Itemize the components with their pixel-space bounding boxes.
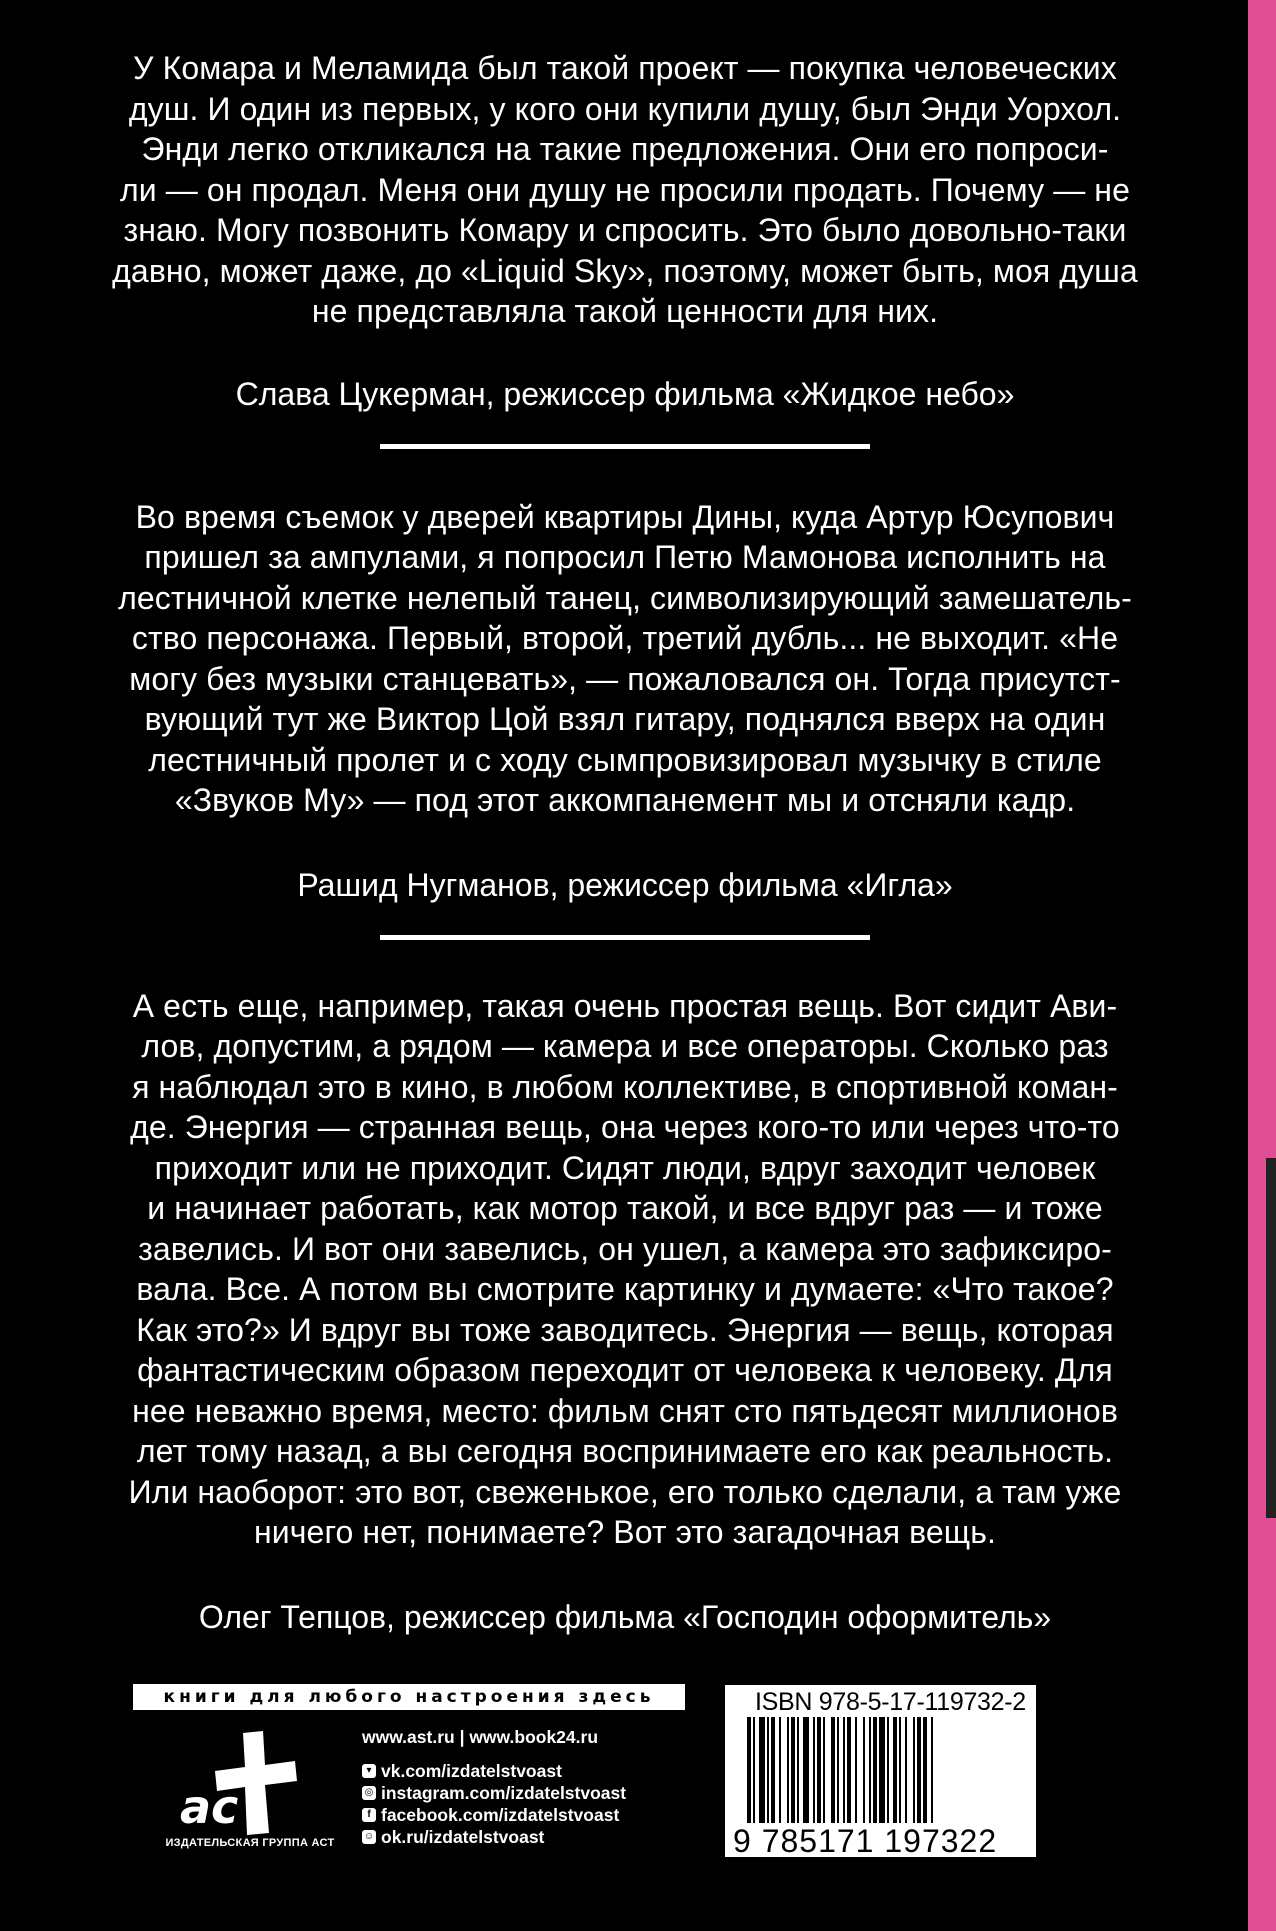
quote-line: фантастическим образом переходит от человека к человеку. Для	[137, 1352, 1113, 1388]
barcode-bar	[873, 1717, 877, 1823]
barcode-bar	[931, 1717, 933, 1823]
barcode-bar	[923, 1717, 927, 1823]
social-link-vk[interactable]	[362, 1760, 702, 1782]
quote-3-author: Олег Тепцов, режиссер фильма «Господин оформитель»	[198, 1598, 1052, 1635]
social-link-text: instagram.com/izdatelstvoast	[381, 1783, 627, 1803]
publisher-name: ИЗДАТЕЛЬСКАЯ ГРУППА АСТ	[165, 1837, 335, 1849]
barcode-bar	[913, 1717, 915, 1823]
barcode-bar	[899, 1717, 901, 1823]
quote-line: пришел за ампулами, я попросил Петю Мамонова исполнить на	[144, 539, 1106, 575]
barcode-bar	[905, 1717, 907, 1823]
quote-line: знаю. Могу позвонить Комару и спросить. Это было довольно-таки	[123, 212, 1127, 248]
quote-3	[50, 986, 1200, 1553]
barcode-bar	[887, 1717, 889, 1823]
quote-line: У Комара и Меламида был такой проект — покупка человеческих	[133, 50, 1117, 86]
barcode-bar	[817, 1717, 821, 1823]
quote-line: А есть еще, например, такая очень простая вещь. Вот сидит Ави-	[132, 987, 1118, 1024]
isbn-label: ISBN 978-5-17-119732-2	[755, 1688, 1026, 1716]
instagram-icon: ◎	[362, 1786, 376, 1800]
quote-line: Или наоборот: это вот, свеженькое, его только сделали, а там уже	[128, 1473, 1122, 1510]
quote-line: нее неважно время, место: фильм снят сто пятьдесят миллионов	[132, 1392, 1118, 1429]
ast-logo	[155, 1725, 345, 1855]
isbn-barcode-block	[725, 1685, 1036, 1857]
quote-1	[50, 48, 1200, 332]
barcode-bar	[771, 1717, 775, 1823]
quote-line: приходит или не приходит. Сидят люди, вдруг заходит человек	[154, 1149, 1096, 1186]
svg-text:ac: ac	[180, 1780, 239, 1834]
barcode-bar	[855, 1717, 857, 1823]
divider-1	[380, 444, 870, 449]
quote-line: давно, может даже, до «Liquid Sky», поэтому, может быть, моя душа	[112, 252, 1138, 289]
quote-line: Энди легко откликался на такие предложения. Они его попроси-	[141, 131, 1109, 167]
quote-line: я наблюдал это в кино, в любом коллективе, в спортивной коман-	[132, 1068, 1118, 1105]
quote-line: ли — он продал. Меня они душу не просили продать. Почему — не	[120, 171, 1130, 208]
barcode-bar	[779, 1717, 781, 1823]
social-link-text: ok.ru/izdatelstvoast	[381, 1827, 545, 1847]
quote-line: де. Энергия — странная вещь, она через кого-то или через что-то	[130, 1109, 1120, 1145]
quote-line: вала. Все. А потом вы смотрите картинку и думаете: «Что такое?	[136, 1271, 1114, 1307]
barcode-bar	[813, 1717, 815, 1823]
quotes-column	[50, 48, 1200, 1637]
barcode-bar	[869, 1717, 871, 1823]
barcode-bar	[917, 1717, 921, 1823]
quote-line: не представляла такой ценности для них.	[311, 293, 939, 329]
quote-line: ничего нет, понимаете? Вот это загадочная вещь.	[254, 1514, 996, 1550]
quote-line: душ. И один из первых, у кого они купили душу, был Энди Уорхол.	[128, 90, 1122, 127]
barcode-digits: 9 785171 197322	[733, 1823, 998, 1859]
quote-line: лестничной клетке нелепый танец, символизирующий замешатель-	[118, 579, 1132, 616]
barcode-bar	[803, 1717, 809, 1823]
spine-notch	[1266, 1158, 1276, 1518]
social-link-instagram[interactable]	[362, 1782, 702, 1804]
quote-line: вующий тут же Виктор Цой взял гитару, поднялся вверх на один	[144, 701, 1106, 737]
quote-2	[50, 497, 1200, 821]
quote-line: лов, допустим, а рядом — камера и все операторы. Сколько раз	[141, 1028, 1109, 1064]
barcode-bar	[879, 1717, 885, 1823]
barcode-bar	[893, 1717, 897, 1823]
barcode-bar	[767, 1717, 769, 1823]
barcode-bar	[759, 1717, 765, 1823]
barcode-bar	[747, 1717, 751, 1823]
quote-line: ство персонажа. Первый, второй, третий дубль... не выходит. «Не	[131, 620, 1119, 656]
quote-line: «Звуков Му» — под этот аккомпанемент мы и отсняли кадр.	[174, 782, 1076, 818]
social-link-ok[interactable]	[362, 1826, 702, 1848]
quote-1-author: Слава Цукерман, режиссер фильма «Жидкое небо»	[235, 375, 1015, 412]
tagline-banner: книги для любого настроения здесь	[133, 1684, 685, 1710]
social-link-text: vk.com/izdatelstvoast	[381, 1761, 562, 1781]
barcode-bar	[791, 1717, 795, 1823]
quote-2-author: Рашид Нугманов, режиссер фильма «Игла»	[297, 866, 953, 903]
quote-line: лет тому назад, а вы сегодня воспринимаете его как реальность.	[136, 1433, 1114, 1469]
ok-icon: ☺	[363, 1831, 375, 1842]
barcode-bar	[847, 1717, 851, 1823]
barcode-bar	[843, 1717, 845, 1823]
barcode-bar	[831, 1717, 835, 1823]
divider-2	[380, 935, 870, 940]
barcode-bar	[797, 1717, 799, 1823]
publisher-links	[362, 1726, 702, 1848]
barcode-bar	[837, 1717, 839, 1823]
quote-line: Во время съемок у дверей квартиры Дины, куда Артур Юсупович	[135, 498, 1115, 535]
pink-side-strip	[1248, 0, 1276, 1931]
quote-line: лестничный пролет и с ходу сымпровизировал музычку в стиле	[148, 741, 1102, 778]
barcode	[747, 1717, 1017, 1825]
social-link-text: facebook.com/izdatelstvoast	[381, 1805, 620, 1825]
barcode-bar	[863, 1717, 865, 1823]
vk-icon: ▾	[362, 1764, 376, 1778]
social-link-facebook[interactable]	[362, 1804, 702, 1826]
barcode-bar	[753, 1717, 755, 1823]
barcode-bar	[787, 1717, 789, 1823]
barcode-bar	[823, 1717, 825, 1823]
website-links[interactable]: www.ast.ru | www.book24.ru	[362, 1727, 599, 1747]
quote-line: Как это?» И вдруг вы тоже заводитесь. Энергия — вещь, которая	[136, 1311, 1114, 1348]
quote-line: и начинает работать, как мотор такой, и все вдруг раз — и тоже	[147, 1190, 1103, 1226]
quote-line: могу без музыки станцевать», — пожаловался он. Тогда присутст-	[129, 660, 1121, 697]
facebook-icon: f	[362, 1808, 376, 1822]
quote-line: завелись. И вот они завелись, он ушел, а камера это зафиксиро-	[138, 1230, 1112, 1267]
